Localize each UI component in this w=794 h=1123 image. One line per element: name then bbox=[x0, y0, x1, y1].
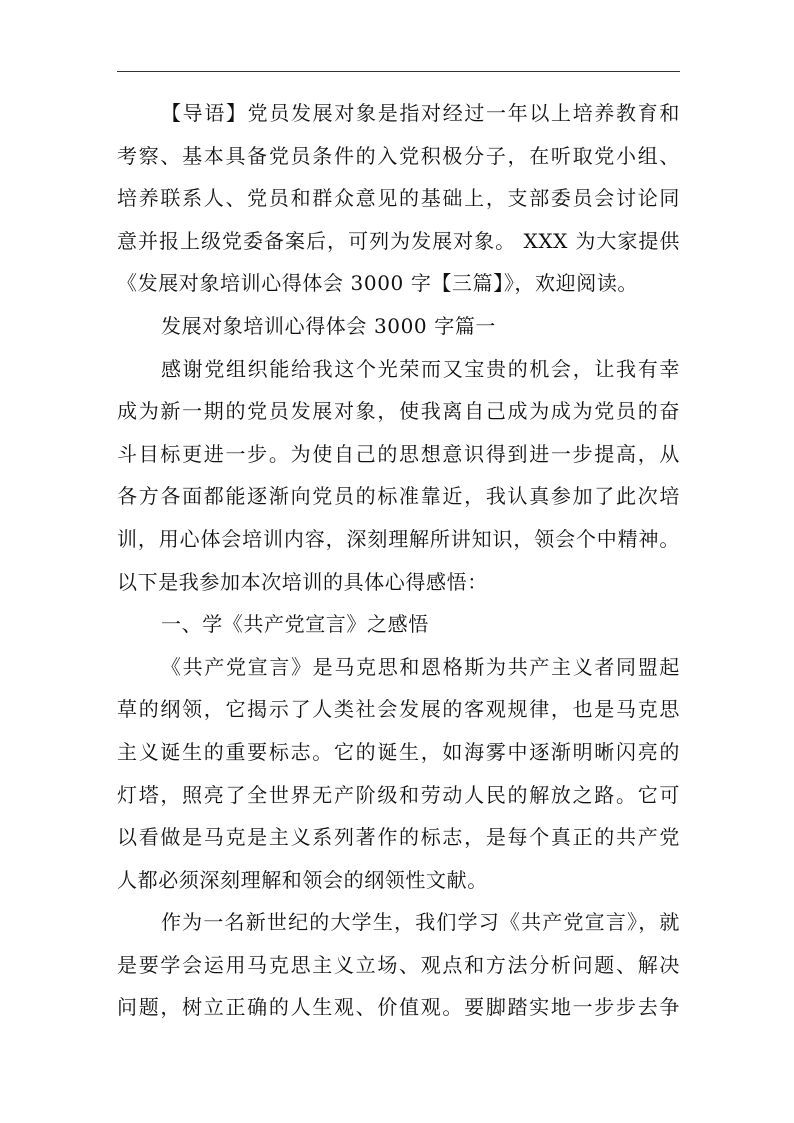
document-body bbox=[117, 92, 680, 1029]
text-line: 感谢党组织能给我这个光荣而又宝贵的机会，让我有幸 bbox=[161, 356, 680, 381]
text-line: 一、学《共产党宣言》之感悟 bbox=[161, 612, 429, 637]
text-line: 问题，树立正确的人生观、价值观。要脚踏实地一步步去争 bbox=[117, 995, 680, 1020]
text-line: 各方各面都能逐渐向党员的标准靠近，我认真参加了此次培 bbox=[117, 484, 680, 509]
text-line: 成为新一期的党员发展对象，使我离自己成为成为党员的奋 bbox=[117, 399, 680, 424]
text-line: 发展对象培训心得体会 3000 字篇一 bbox=[161, 313, 497, 338]
header-rule bbox=[117, 71, 680, 72]
text-line: 灯塔，照亮了全世界无产阶级和劳动人民的解放之路。它可 bbox=[117, 782, 680, 807]
text-line: 主义诞生的重要标志。它的诞生，如海雾中逐渐明晰闪亮的 bbox=[117, 739, 680, 764]
text-line: 草的纲领，它揭示了人类社会发展的客观规律，也是马克思 bbox=[117, 697, 680, 722]
text-line: 以下是我参加本次培训的具体心得感悟： bbox=[117, 569, 488, 594]
text-line: 作为一名新世纪的大学生，我们学习《共产党宣言》，就 bbox=[161, 910, 680, 935]
text-line: 意并报上级党委备案后，可列为发展对象。 XXX 为大家提供 bbox=[117, 228, 680, 253]
text-line: 斗目标更进一步。为使自己的思想意识得到进一步提高，从 bbox=[117, 441, 680, 466]
text-line: 是要学会运用马克思主义立场、观点和方法分析问题、解决 bbox=[117, 952, 680, 977]
text-line: 考察、基本具备党员条件的入党积极分子，在听取党小组、 bbox=[117, 143, 680, 168]
text-line: 《发展对象培训心得体会 3000 字【三篇】》，欢迎阅读。 bbox=[117, 271, 639, 296]
text-line: 训，用心体会培训内容，深刻理解所讲知识，领会个中精神。 bbox=[117, 526, 680, 551]
text-line: 培养联系人、党员和群众意见的基础上，支部委员会讨论同 bbox=[117, 186, 680, 211]
text-line: 人都必须深刻理解和领会的纲领性文献。 bbox=[117, 867, 488, 892]
text-line: 《共产党宣言》是马克思和恩格斯为共产主义者同盟起 bbox=[161, 654, 680, 679]
text-line: 以看做是马克是主义系列著作的标志，是每个真正的共产党 bbox=[117, 825, 680, 850]
text-line: 【导语】党员发展对象是指对经过一年以上培养教育和 bbox=[161, 101, 680, 125]
